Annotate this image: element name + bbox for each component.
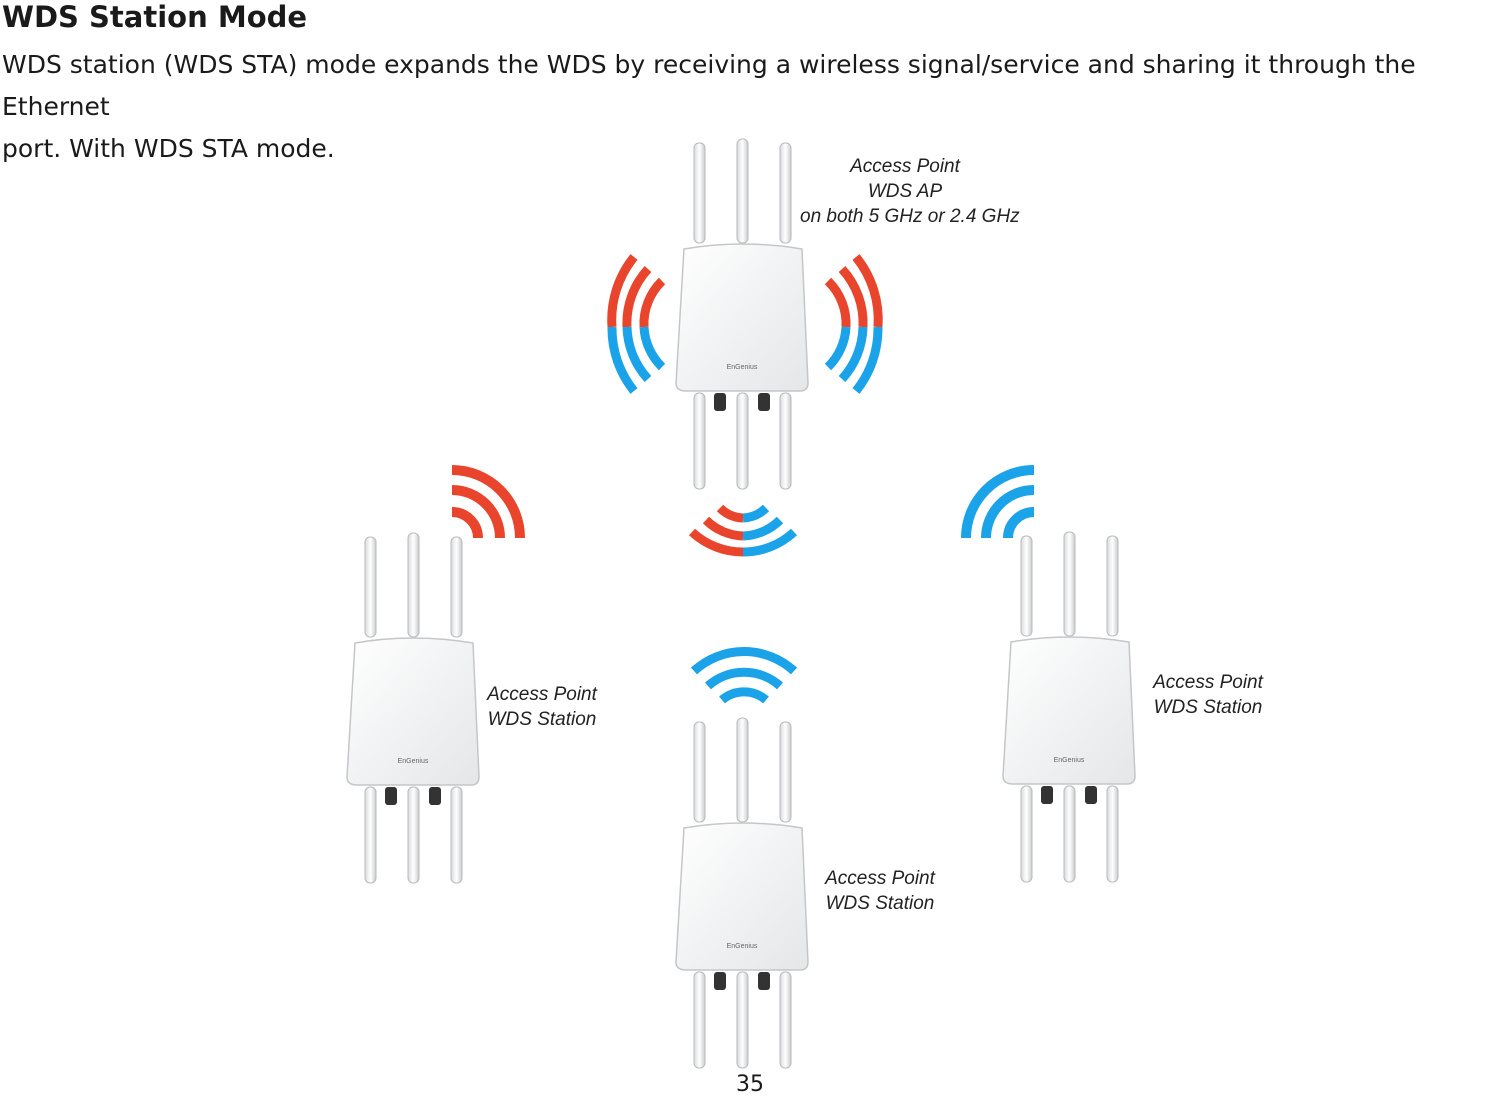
signal-bottom-station-icon (694, 652, 794, 700)
right-device-label (1148, 670, 1268, 720)
signal-right-station-icon (966, 470, 1034, 538)
page-number: 35 (736, 1072, 764, 1097)
left-device-line-1: Access Point (487, 684, 597, 705)
signal-left-of-top-ap-icon (612, 257, 662, 391)
signal-below-top-ap-icon (692, 508, 794, 552)
right-device-line-2: WDS Station (1153, 697, 1263, 718)
access-point-left-icon (347, 533, 479, 883)
top-device-line-1: Access Point (850, 156, 960, 177)
page-title: WDS Station Mode (2, 0, 308, 34)
top-device-line-3: on both 5 GHz or 2.4 GHz (800, 206, 1020, 227)
bottom-device-line-2: WDS Station (825, 893, 935, 914)
description-line-2: port. With WDS STA mode. (2, 134, 335, 163)
signal-left-station-icon (452, 470, 520, 538)
description-line-1: WDS station (WDS STA) mode expands the WDS by receiving a wireless signal/service and sharing it through the Ethernet (2, 50, 1416, 121)
left-device-line-2: WDS Station (487, 709, 597, 730)
access-point-right-icon (1003, 532, 1135, 882)
access-point-bottom-icon (676, 718, 808, 1068)
wds-diagram: EnGenius (0, 0, 1498, 1097)
signal-right-of-top-ap-icon (828, 257, 878, 391)
top-device-label (800, 154, 1020, 229)
top-device-line-2: WDS AP (867, 181, 943, 202)
access-point-top-icon (676, 139, 808, 489)
right-device-line-1: Access Point (1153, 672, 1263, 693)
left-device-label (482, 682, 602, 732)
bottom-device-label (820, 866, 940, 916)
bottom-device-line-1: Access Point (825, 868, 935, 889)
